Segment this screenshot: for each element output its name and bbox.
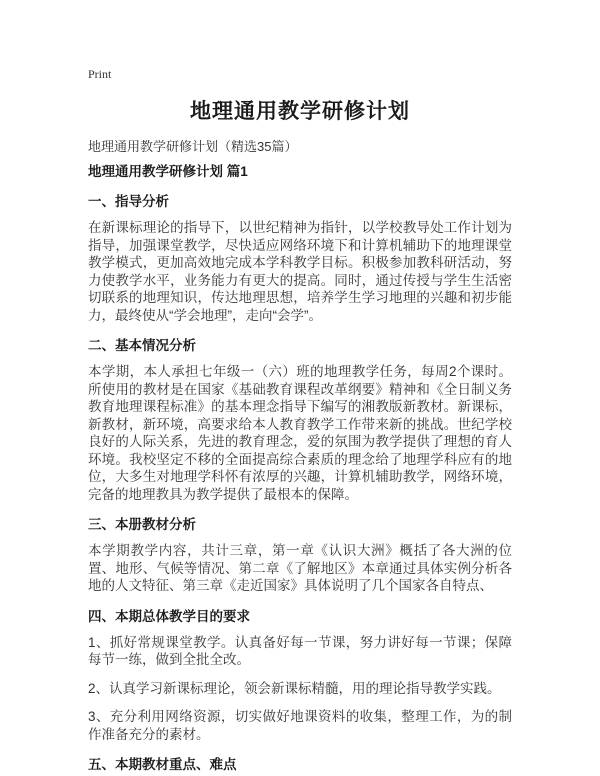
article-heading: 地理通用教学研修计划 篇1 <box>88 164 248 179</box>
section-heading: 一、指导分析 <box>88 194 169 209</box>
section-heading: 四、本期总体教学目的要求 <box>88 608 250 624</box>
list-item: 2、认真学习新课标理论，领会新课标精髓，用的理论指导教学实践。 <box>88 680 501 696</box>
section-textbook-analysis <box>88 516 512 595</box>
list-item: 1、抓好常规课堂教学。认真备好每一节课，努力讲好每一节课；保障每节一练，做到全批全改。 <box>88 634 512 667</box>
section-basic-situation <box>88 337 512 503</box>
section-guidance-analysis <box>88 193 512 324</box>
section-key-difficult-points <box>88 756 512 773</box>
section-teaching-goals <box>88 608 512 744</box>
page-title: 地理通用教学研修计划 <box>190 100 410 123</box>
section-heading: 二、基本情况分析 <box>88 338 196 353</box>
list-item: 3、充分利用网络资源，切实做好地课资料的收集，整理工作，为的制作准备充分的素材。 <box>88 709 512 742</box>
document-subtitle: 地理通用教学研修计划（精选35篇） <box>88 139 298 154</box>
section-heading: 三、本册教材分析 <box>88 517 196 532</box>
print-link[interactable]: Print <box>88 67 112 81</box>
paragraph: 本学期教学内容，共计三章，第一章《认识大洲》概括了各大洲的位置、地形、气候等情况、第二章《了解地区》本章通过具体实例分析各地的人文特征、第三章《走近国家》具体说明了几个国家各自特点、 <box>88 543 512 593</box>
paragraph: 本学期，本人承担七年级一（六）班的地理教学任务，每周2个课时。所使用的教材是在国家《基础教育课程改革纲要》精神和《全日制义务教育地理课程标准》的基本理念指导下编写的湘教版新教材。新课标，新教材，新环境，高要求给本人教育教学工作带来新的挑战。世纪学校良好的人际关系，先进的教育理念，爱的氛围为教学提供了理想的育人环境。我校坚定不移的全面提高综合素质的理念给了地理学科应有的地位，大多生对地理学科怀有浓厚的兴趣，计算机辅助教学，网络环境，完备的地理教具为教学提供了最根本的保障。 <box>88 364 512 502</box>
paragraph: 在新课标理论的指导下，以世纪精神为指针，以学校教导处工作计划为指导，加强课堂教学，尽快适应网络环境下和计算机辅助下的地理课堂教学模式，更加高效地完成本学科教学目标。积极参加教科研活动，努力使教学水平，业务能力有更大的提高。同时，通过传授与学生生活密切联系的地理知识，传达地理思想，培养学生学习地理的兴趣和初步能力，最终使从“学会地理”，走向“会学”。 <box>88 220 512 323</box>
section-heading: 五、本期教材重点、难点 <box>88 757 237 772</box>
